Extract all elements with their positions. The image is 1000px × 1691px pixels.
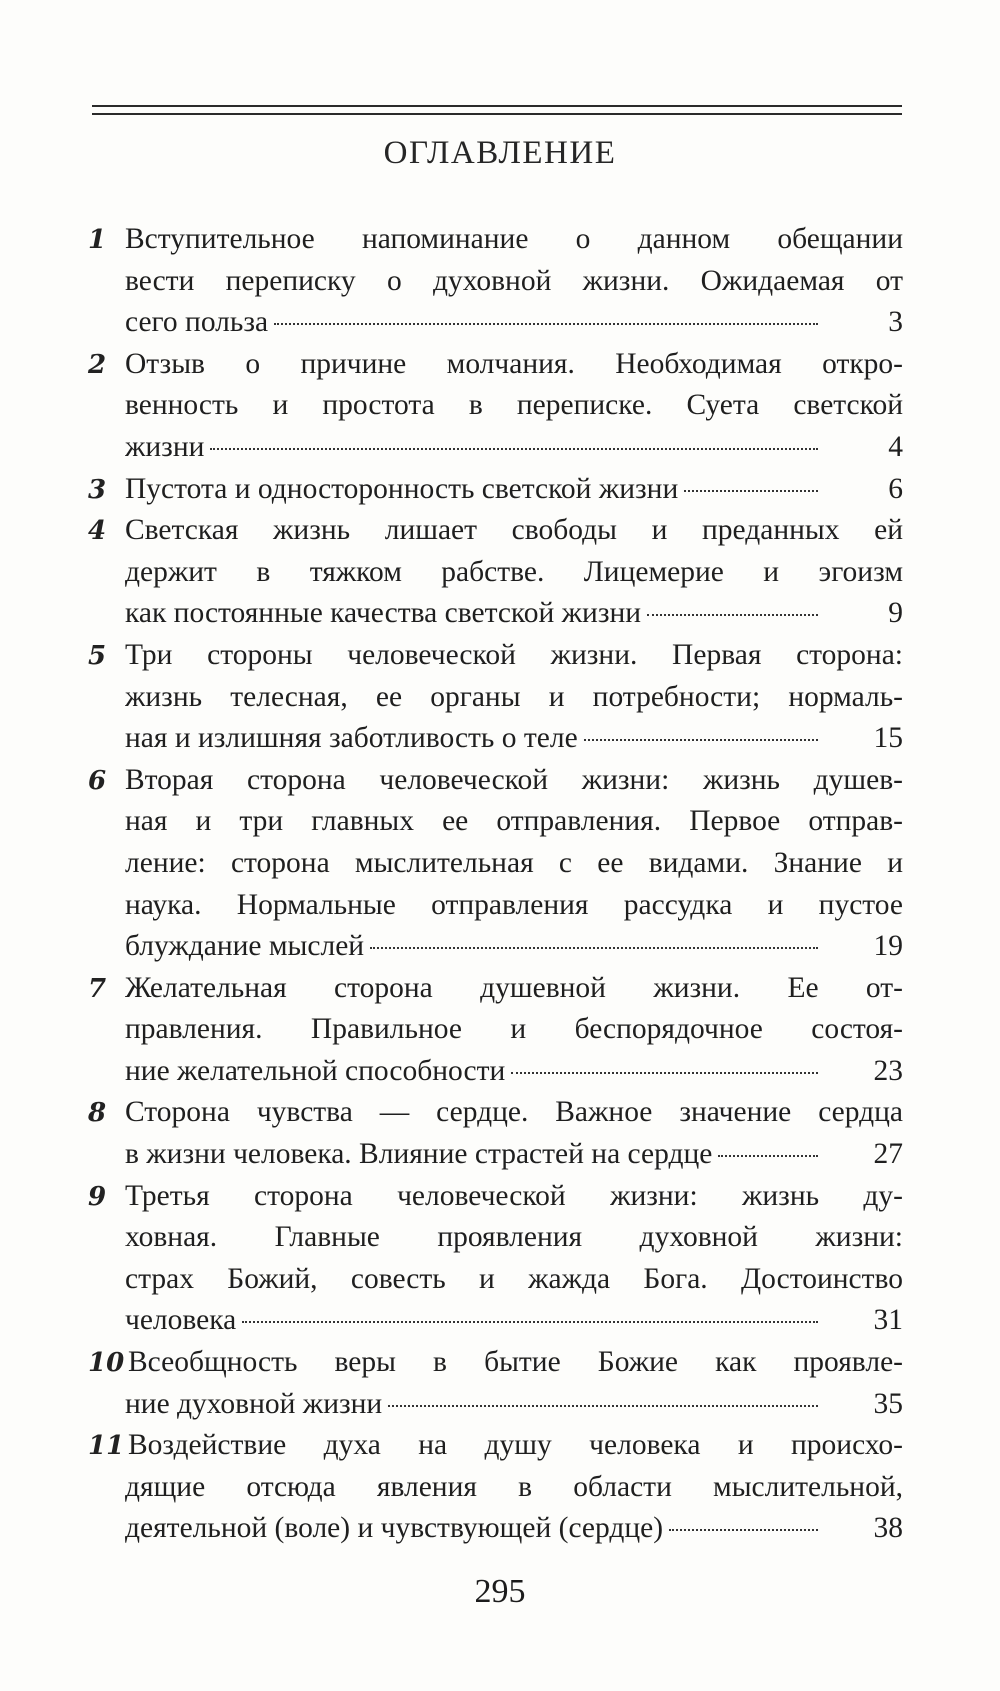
toc-line-last <box>88 1384 903 1426</box>
toc-line <box>88 1259 903 1301</box>
toc-line <box>88 801 903 843</box>
entry-number: 2 <box>88 349 107 380</box>
toc-line <box>88 1009 903 1051</box>
toc-line <box>88 1176 903 1218</box>
toc-line-last <box>88 1134 903 1176</box>
entry-number: 6 <box>88 765 107 796</box>
toc-line <box>88 760 903 802</box>
toc-line <box>88 635 903 677</box>
toc-line <box>88 968 903 1010</box>
entry-text: Вторая сторона человеческой жизни: жизнь душев- <box>125 763 903 796</box>
toc-line <box>88 510 903 552</box>
entry-text: как постоянные качества светской жизни <box>125 597 642 630</box>
entry-text: Сторона чувства — сердце. Важное значение сердца <box>125 1096 903 1129</box>
dot-leader <box>669 1529 818 1531</box>
page-number: 6 <box>888 472 903 505</box>
page-number: 31 <box>873 1304 903 1337</box>
toc-line <box>88 843 903 885</box>
toc-line-last <box>88 1051 903 1093</box>
entry-text: жизнь телесная, ее органы и потребности; нормаль- <box>125 680 903 713</box>
page-number: 19 <box>873 930 903 963</box>
entry-text: ние желательной способности <box>125 1054 506 1087</box>
toc-line-last <box>88 427 903 469</box>
toc-entry-9 <box>88 1176 903 1342</box>
entry-text: жизни <box>125 430 205 463</box>
toc-entry-4 <box>88 510 903 635</box>
toc-line-last <box>88 302 903 344</box>
entry-text: держит в тяжком рабстве. Лицемерие и эгоизм <box>125 555 903 588</box>
page-number: 35 <box>873 1387 903 1420</box>
entry-number: 8 <box>88 1098 107 1129</box>
toc-line-last <box>88 926 903 968</box>
toc-line <box>88 1425 903 1467</box>
entry-text: Светская жизнь лишает свободы и преданных ей <box>125 514 903 547</box>
page-folio-number: 295 <box>474 1573 526 1610</box>
entry-text: ховная. Главные проявления духовной жизни: <box>125 1221 903 1254</box>
toc-line <box>88 1342 903 1384</box>
entry-text: ная и три главных ее отправления. Первое отправ- <box>125 805 903 838</box>
toc-line-last <box>88 1300 903 1342</box>
entry-text: Всеобщность веры в бытие Божие как проявле- <box>128 1346 903 1379</box>
toc-entry-5 <box>88 635 903 760</box>
entry-text: Третья сторона человеческой жизни: жизнь ду- <box>125 1179 903 1212</box>
entry-text: венность и простота в переписке. Суета светской <box>125 389 903 422</box>
dot-leader <box>718 1155 818 1157</box>
dot-leader <box>370 947 818 949</box>
entry-text: правления. Правильное и беспорядочное состоя- <box>125 1013 903 1046</box>
entry-text: сего польза <box>125 306 269 339</box>
entry-text: Пустота и односторонность светской жизни <box>125 472 679 505</box>
entry-number: 5 <box>88 640 107 671</box>
entry-number: 4 <box>88 516 107 547</box>
top-rule-lower <box>92 113 902 115</box>
page-title: ОГЛАВЛЕНИЕ <box>383 135 617 171</box>
toc-line-last <box>88 469 903 511</box>
toc-line <box>88 677 903 719</box>
page-number: 3 <box>888 306 903 339</box>
entry-number: 7 <box>88 973 107 1004</box>
toc-line <box>88 1092 903 1134</box>
entry-text: Вступительное напоминание о данном обещании <box>125 223 903 255</box>
toc-line <box>88 1467 903 1509</box>
toc-line-last <box>88 593 903 635</box>
page-number: 23 <box>873 1054 903 1087</box>
dot-leader <box>511 1072 818 1074</box>
toc-line <box>88 1217 903 1259</box>
entry-text: Воздействие духа на душу человека и происхо- <box>128 1429 903 1462</box>
entry-text: ние духовной жизни <box>125 1387 383 1420</box>
entry-text: наука. Нормальные отправления рассудка и пустое <box>125 888 903 921</box>
toc-line-last <box>88 718 903 760</box>
entry-number: 1 <box>88 225 107 255</box>
entry-number: 9 <box>88 1181 107 1212</box>
entry-text: ная и излишняя заботливость о теле <box>125 722 578 755</box>
dot-leader <box>584 739 818 741</box>
page-number: 27 <box>873 1138 903 1171</box>
toc-entry-6 <box>88 760 903 968</box>
entry-text: Отзыв о причине молчания. Необходимая откро- <box>125 347 903 380</box>
entry-text: деятельной (воле) и чувствующей (сердце) <box>125 1512 664 1545</box>
entry-text: блуждание мыслей <box>125 930 365 963</box>
toc-entry-8 <box>88 1092 903 1175</box>
toc-entry-1 <box>88 219 903 344</box>
entry-text: Три стороны человеческой жизни. Первая сторона: <box>125 638 903 671</box>
dot-leader <box>242 1321 818 1323</box>
toc-entry-10 <box>88 1342 903 1425</box>
entry-text: человека <box>125 1304 237 1337</box>
toc-line <box>88 385 903 427</box>
toc-line <box>88 344 903 386</box>
dot-leader <box>684 490 818 492</box>
entry-text: вести переписку о духовной жизни. Ожидаемая от <box>125 264 903 297</box>
toc-entry-3 <box>88 469 903 511</box>
top-rule-upper <box>92 105 902 107</box>
page-number: 9 <box>888 597 903 630</box>
dot-leader <box>647 614 818 616</box>
toc-line <box>88 885 903 927</box>
page-number: 4 <box>888 430 903 463</box>
entry-text: страх Божий, совесть и жажда Бога. Достоинство <box>125 1262 903 1295</box>
toc-entry-11 <box>88 1425 903 1550</box>
toc-entry-2 <box>88 344 903 469</box>
toc-line <box>88 552 903 594</box>
entry-text: ление: сторона мыслительная с ее видами. Знание и <box>125 846 903 879</box>
toc-line <box>88 261 903 303</box>
table-of-contents <box>88 219 903 1550</box>
toc-entry-7 <box>88 968 903 1093</box>
page-number: 38 <box>873 1512 903 1545</box>
entry-text: дящие отсюда явления в области мыслительной, <box>125 1470 903 1503</box>
toc-line-last <box>88 1508 903 1550</box>
entry-number: 11 <box>88 1431 125 1462</box>
entry-text: в жизни человека. Влияние страстей на сердце <box>125 1138 713 1171</box>
entry-number: 3 <box>88 474 107 505</box>
dot-leader <box>388 1405 818 1407</box>
entry-number: 10 <box>88 1348 125 1379</box>
page-number: 15 <box>873 722 903 755</box>
dot-leader <box>274 323 818 325</box>
dot-leader <box>210 448 818 450</box>
toc-line <box>88 219 903 261</box>
entry-text: Желательная сторона душевной жизни. Ее от- <box>125 971 903 1004</box>
